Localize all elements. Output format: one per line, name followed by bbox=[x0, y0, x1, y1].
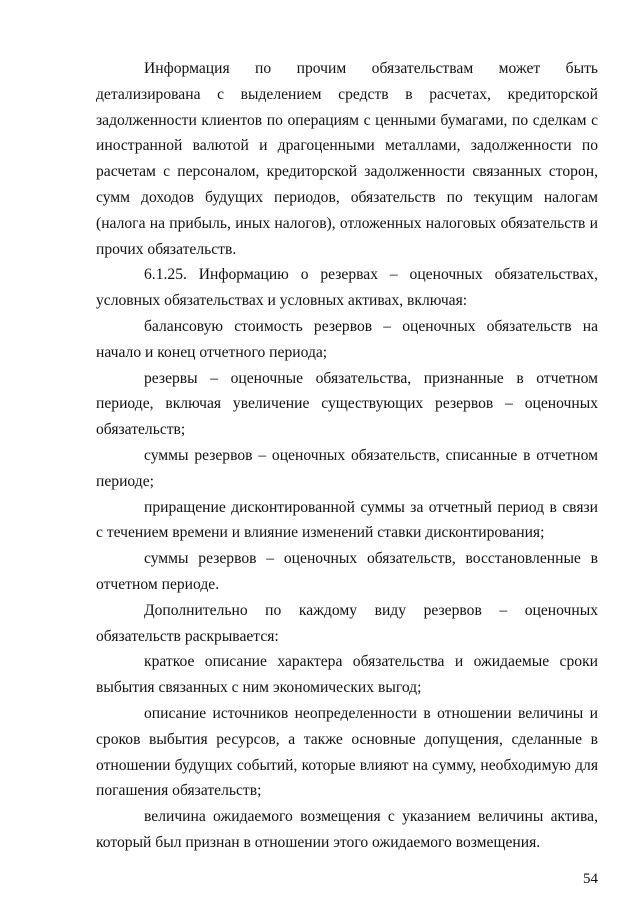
list-item-expected-reimbursement: величина ожидаемого возмещения с указанием величины актива, который был признан в отношении этого ожидаемого возмещения. bbox=[96, 808, 598, 851]
paragraph-additional-disclosure: Дополнительно по каждому виду резервов – оценочных обязательств раскрывается: bbox=[96, 601, 598, 645]
paragraph-other-liabilities: Информация по прочим обязательствам может быть детализирована с выделением средств в расчетах, кредиторской задолженности клиентов по операциям с ценными бумагами, по сделкам с иностранной валютой и драгоценными металлами, задолженности по расчетам с персоналом, кредиторской задолженности связанных сторон, сумм доходов будущих периодов, обязательств по текущим налогам (налога на прибыль, иных налогов), отложенных налоговых обязательств и прочих обязательств. bbox=[96, 60, 598, 258]
list-item-recognized-reserves: резервы – оценочные обязательства, признанные в отчетном периоде, включая увеличение существующих резервов – оценочных обязательств; bbox=[96, 369, 598, 439]
list-item-reversed: суммы резервов – оценочных обязательств, восстановленные в отчетном периоде. bbox=[96, 550, 598, 593]
list-item-uncertainty-sources: описание источников неопределенности в отношении величины и сроков выбытия ресурсов, а также основные допущения, сделанные в отношении будущих событий, которые влияют на сумму, необходимую для погашения обязательств; bbox=[96, 704, 598, 800]
list-item-discount-increase: приращение дисконтированной суммы за отчетный период в связи с течением времени и влияние изменений ставки дисконтирования; bbox=[96, 498, 598, 542]
list-item-carrying-amount: балансовую стоимость резервов – оценочных обязательств на начало и конец отчетного периода; bbox=[96, 317, 598, 361]
list-item-written-off: суммы резервов – оценочных обязательств, списанные в отчетном периоде; bbox=[96, 446, 598, 490]
paragraph-6-1-25-reserves: 6.1.25. Информацию о резервах – оценочных обязательствах, условных обязательствах и условных активах, включая: bbox=[96, 266, 598, 310]
page-number: 54 bbox=[583, 871, 598, 887]
document-page bbox=[96, 56, 598, 856]
list-item-nature-description: краткое описание характера обязательства и ожидаемые сроки выбытия связанных с ним экономических выгод; bbox=[96, 653, 598, 697]
